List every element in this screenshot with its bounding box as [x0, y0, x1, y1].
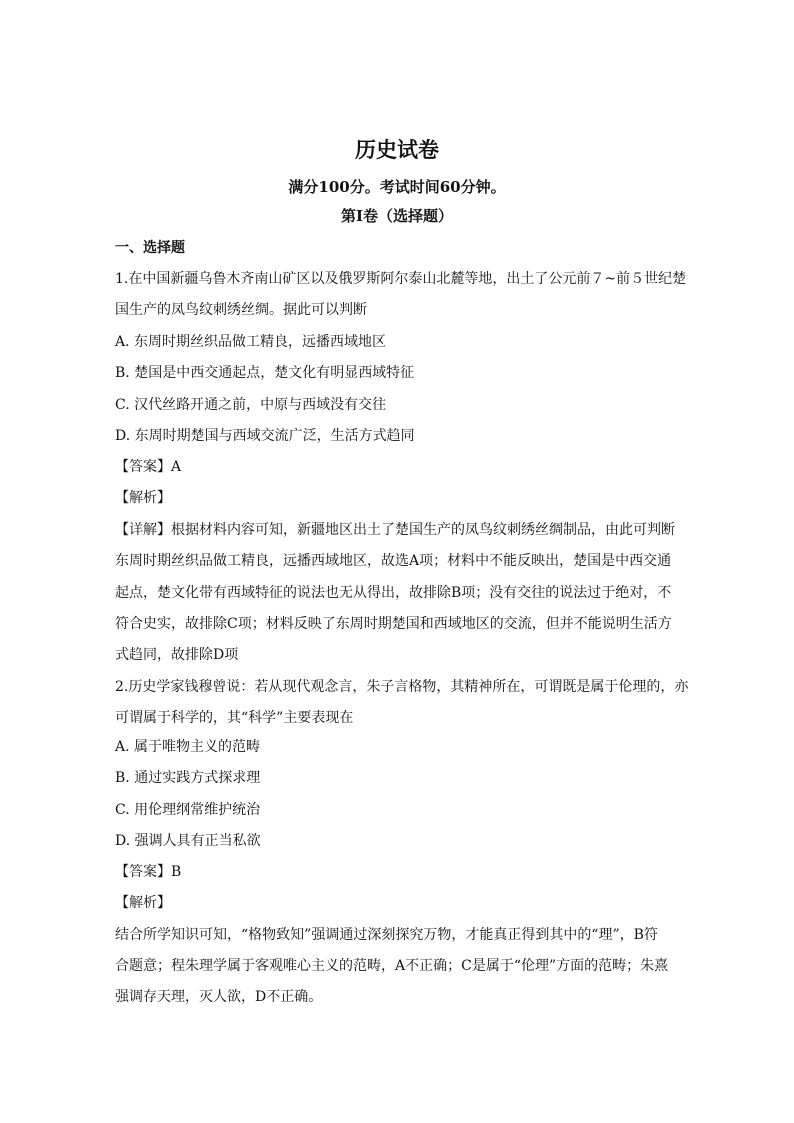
q2-option-b: B. 通过实践方式探求理	[115, 770, 261, 786]
q1-option-c: C. 汉代丝路开通之前，中原与西域没有交往	[115, 397, 387, 413]
q2-option-a: A. 属于唯物主义的范畴	[115, 739, 261, 755]
q1-detail-line: 式趋同，故排除D项	[115, 647, 239, 663]
q1-detail-line: 【详解】根据材料内容可知，新疆地区出土了楚国生产的凤鸟纹刺绣丝绸制品，由此可判断	[115, 522, 675, 538]
page-title: 历史试卷	[355, 137, 439, 162]
q2-analysis-label: 【解析】	[115, 895, 171, 911]
q1-stem-line: 1.在中国新疆乌鲁木齐南山矿区以及俄罗斯阿尔泰山北麓等地，出土了公元前７~前５世纪楚	[115, 271, 687, 287]
q2-stem-line: 2.历史学家钱穆曾说：若从现代观念言，朱子言格物，其精神所在，可谓既是属于伦理的，亦	[115, 679, 689, 695]
q2-option-d: D. 强调人具有正当私欲	[115, 833, 261, 849]
section-heading: 一、选择题	[115, 240, 185, 256]
q1-option-d: D. 东周时期楚国与西域交流广泛，生活方式趋同	[115, 428, 415, 444]
q1-detail-line: 符合史实，故排除C项；材料反映了东周时期楚国和西域地区的交流，但并不能说明生活方	[115, 616, 672, 632]
q1-detail-line: 东周时期丝织品做工精良，远播西域地区，故选A项；材料中不能反映出，楚国是中西交通	[115, 553, 672, 569]
q2-option-c: C. 用伦理纲常维护统治	[115, 802, 261, 818]
q2-stem-line: 可谓属于科学的，其“科学”主要表现在	[115, 710, 354, 726]
q2-detail-line: 结合所学知识可知，“格物致知”强调通过深刻探究万物，才能真正得到其中的“理”，B符	[115, 927, 658, 943]
q1-stem-line: 国生产的凤鸟纹刺绣丝绸。据此可以判断	[115, 302, 367, 318]
q1-option-a: A. 东周时期丝织品做工精良，远播西域地区	[115, 334, 387, 350]
q1-answer: 【答案】A	[115, 459, 182, 475]
q1-option-b: B. 楚国是中西交通起点，楚文化有明显西域特征	[115, 365, 415, 381]
q2-answer: 【答案】B	[115, 864, 182, 880]
exam-info: 满分100分。考试时间60分钟。	[288, 178, 506, 196]
q2-detail-line: 合题意；程朱理学属于客观唯心主义的范畴，A不正确；C是属于“伦理”方面的范畴；朱熹	[115, 958, 669, 974]
q1-analysis-label: 【解析】	[115, 490, 171, 506]
q2-detail-line: 强调存天理，灭人欲，D不正确。	[115, 989, 323, 1005]
volume-title: 第Ⅰ卷（选择题）	[340, 207, 454, 225]
q1-detail-line: 起点，楚文化带有西域特征的说法也无从得出，故排除B项；没有交往的说法过于绝对，不	[115, 585, 672, 601]
